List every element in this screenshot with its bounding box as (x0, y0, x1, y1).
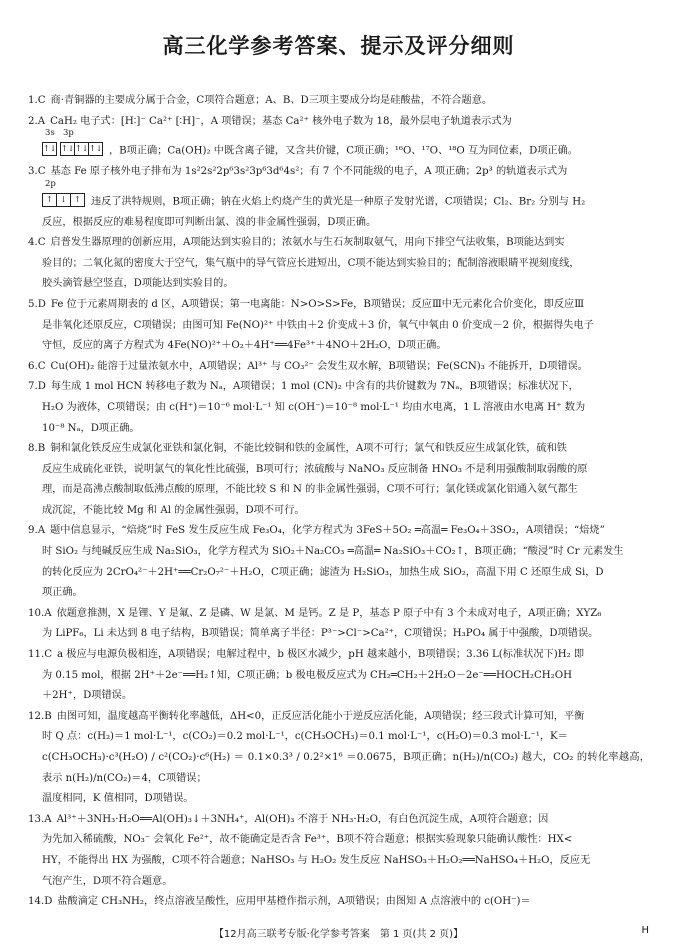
answer-item (28, 521, 650, 603)
answer-text: 铜和氯化铁反应生成氯化亚铁和氯化铜，不能比较铜和铁的金属性，A项不可行；氯气和铁反应生成氯化铁，硫和铁 (50, 443, 567, 455)
answer-text: 的转化反应为 2CrO₄²⁻＋2H⁺══Cr₂O₇²⁻＋H₂O，C项正确；滤渣为 H₂SiO₃，加热生成 SiO₂，高温下用 C 还原生成 Si，D (42, 566, 604, 578)
orbital-label: 2p (45, 178, 56, 189)
answer-choice: A (37, 115, 46, 127)
answer-text: 时 SiO₂ 与纯碱反应生成 Na₂SiO₃，化学方程式为 SiO₂＋Na₂CO₃ ═高温═ Na₂SiO₃＋CO₂↑，B项正确；“酸浸”时 Cr 元素发生 (42, 546, 624, 558)
answer-line (28, 892, 650, 913)
answer-number: 7. (28, 381, 38, 393)
answer-number: 10. (28, 607, 45, 619)
orbital-box: ↑↓ (42, 142, 57, 156)
answer-text: 成沉淀，不能比较 Mg 和 Al 的金属性强弱，D项不可行。 (42, 504, 305, 516)
answer-text: 温度相同，K 值相同，D项错误。 (42, 793, 194, 805)
answer-item (28, 892, 650, 913)
orbital-box: ↑↓ (88, 142, 103, 156)
answer-text: 理，而是高沸点酸制取低沸点酸的原理，不能比较 S 和 N 的非金属性强弱，C项不可行；氯化镁或氯化铝通入氨气都生 (42, 484, 578, 496)
answer-choice: A (44, 607, 52, 619)
orbital-diagram (42, 178, 88, 212)
orbital-diagram (42, 128, 106, 161)
answer-choice: C (44, 649, 52, 661)
answer-text: CaH₂ 电子式：[H∶]⁻ Ca²⁺ [∶H]⁻，A 项错误；基态 Ca²⁺ 核外电子数为 18，最外层电子轨道表示式为 (50, 115, 512, 127)
answer-number: 13. (28, 813, 45, 825)
answer-number: 6. (28, 360, 38, 372)
answer-text: 项正确。 (42, 587, 83, 599)
answer-item (28, 439, 650, 521)
answer-text: 反应，根据反应的难易程度即可判断出氯、溴的非金属性强弱，D项正确。 (42, 216, 377, 228)
answer-line (28, 810, 650, 831)
orbital-box: ↓ (56, 193, 71, 207)
answer-line (28, 295, 650, 316)
answer-line (28, 377, 650, 398)
answer-item (28, 233, 650, 295)
answer-item (28, 810, 650, 892)
answer-choice: B (44, 710, 52, 722)
answer-text: 为 0.15 mol，根据 2H⁺＋2e⁻══H₂↑知，C项正确；b 极电极反应式为 CH₂═CH₂＋2H₂O－2e⁻══HOCH₂CH₂OH (42, 669, 573, 681)
answer-text: 反应生成硫化亚铁，说明氯气的氧化性比硫强，B项可行；浓硫酸与 NaNO₃ 反应制备 HNO₃ 不是利用强酸制取弱酸的原 (42, 463, 588, 475)
answer-item (28, 91, 650, 112)
answer-choice: D (37, 298, 46, 310)
answer-number: 2. (28, 115, 38, 127)
answer-line (28, 645, 650, 666)
answer-text: 题中信息显示，“焙烧”时 FeS 发生反应生成 Fe₃O₄，化学方程式为 3FeS＋5O₂ ═高温═ Fe₃O₄＋3SO₂，A项错误；“焙烧” (50, 525, 605, 537)
answer-item (28, 377, 650, 439)
answer-text: Fe 位于元素周期表的 d 区，A项错误；第一电离能：N>O>S>Fe，B项错误；反应Ⅲ中无元素化合价变化，即反应Ⅲ (50, 298, 585, 310)
answer-text: 商·青铜器的主要成分属于合金，C项符合题意；A、B、D三项主要成分均是硅酸盐，不符合题意。 (50, 95, 493, 106)
answer-line (28, 91, 650, 112)
answer-text: 每生成 1 mol HCN 转移电子数为 Nₐ，A项错误；1 mol (CN)₂ 中含有的共价键数为 7Nₐ，B项错误；标准状况下， (50, 381, 579, 393)
answer-choice: C (37, 95, 46, 106)
answer-item (28, 162, 650, 233)
answer-text: 守恒，反应的离子方程式为 4Fe(NO)²⁺＋O₂＋4H⁺══4Fe³⁺＋4NO＋2H₂O，D项正确。 (42, 340, 447, 352)
answer-line (28, 233, 650, 254)
answer-line (28, 707, 650, 728)
answer-text: Cu(OH)₂ 能溶于过量浓氨水中，A项错误；Al³⁺ 与 CO₃²⁻ 会发生双水解，B项错误；Fe(SCN)₃ 不能拆开，D项错误。 (50, 360, 588, 372)
answer-text: HY，不能得出 HX 为强酸，C项不符合题意；NaHSO₃ 与 H₂O₂ 发生反应 NaHSO₃＋H₂O₂══NaHSO₄＋H₂O，反应无 (42, 854, 591, 866)
answer-choice: A (44, 813, 52, 825)
answer-line (28, 604, 650, 625)
orbital-line (28, 128, 650, 162)
answer-text: 依题意推测，X 是锂、Y 是氟、Z 是磷、W 是氯、M 是钙。Z 是 P，基态 P 原子中有 3 个未成对电子，A项正确；XYZ₆ (56, 607, 602, 619)
answer-line (28, 112, 650, 133)
answer-text: a 极应与电源负极相连，A项错误；电解过程中，b 极区水减少，pH 越来越小，B项错误；3.36 L(标准状况下)H₂ 即 (57, 649, 585, 661)
answer-text: 验目的；二氧化氮的密度大于空气，集气瓶中的导气管应长进短出，C项不能达到实验目的；配制溶液眼睛平视刻度线， (42, 257, 580, 269)
orbital-group (42, 128, 57, 161)
orbital-group (60, 128, 103, 161)
answer-choice: A (37, 525, 46, 537)
answer-text: 时 Q 点：c(H₂)＝1 mol·L⁻¹，c(CO₂)＝0.2 mol·L⁻¹，c(CH₃OCH₃)＝0.1 mol·L⁻¹，c(H₂O)＝0.3 mol·L⁻¹，K＝ (42, 731, 568, 743)
answer-text: 违反了洪特规则，B项正确；钠在火焰上灼烧产生的黄光是一种原子发射光谱，C项错误；Cl₂、Br₂ 分别与 H₂ (91, 195, 586, 207)
orbital-box: ↑ (70, 193, 85, 207)
answer-text: 气泡产生，D项不符合题意。 (42, 875, 173, 887)
answer-item (28, 295, 650, 357)
answer-text: Al³⁺＋3NH₃·H₂O══Al(OH)₃↓＋3NH₄⁺，Al(OH)₃ 不溶于 NH₃·H₂O，有白色沉淀生成，A项符合题意；因 (56, 813, 549, 825)
orbital-label: 3p (63, 128, 74, 139)
orbital-label: 3s (45, 128, 55, 139)
answer-line (28, 439, 650, 460)
answer-choice: C (37, 360, 46, 372)
answer-number: 8. (28, 443, 38, 455)
answer-item (28, 604, 650, 645)
answer-text: 10⁻⁸ Nₐ，D项正确。 (42, 422, 140, 434)
answer-choice: B (37, 443, 46, 455)
page-title: 高三化学参考答案、提示及评分细则 (162, 34, 515, 58)
answer-number: 9. (28, 525, 38, 537)
answer-item (28, 645, 650, 707)
answer-item (28, 707, 650, 810)
footer-mark: H (641, 925, 649, 936)
answer-number: 5. (28, 298, 38, 310)
answer-text: c(CH₃OCH₃)·c³(H₂O) / c²(CO₂)·c⁶(H₂) ＝ 0.1×0.3³ / 0.2²×1⁶ ＝0.0675，B项正确；n(H₂)/n(CO₂) 越大，CO₂ 的转化率越高，表示 n(H₂)/n(CO₂)＝4，C项错误； (42, 752, 650, 784)
answer-choice: C (37, 166, 46, 178)
answer-line (28, 521, 650, 542)
page-footer: 【12月高三联考专版·化学参考答案 第 1 页(共 2 页)】 (213, 929, 464, 940)
answer-choice: D (37, 381, 46, 393)
answers-body (28, 91, 650, 913)
answer-choice: D (44, 896, 53, 908)
answer-text: ，B项正确；Ca(OH)₂ 中既含离子键，又含共价键，C项正确；¹⁶O、¹⁷O、¹⁸O 互为同位素，D项正确。 (109, 145, 578, 157)
answer-number: 4. (28, 237, 38, 249)
answer-text: 启普发生器原理的创新应用，A项能达到实验目的；浓氨水与生石灰制取氨气，用向下排空气法收集，B项能达到实 (50, 237, 565, 249)
answer-text: H₂O 为液体，C项错误；由 c(H⁺)＝10⁻⁶ mol·L⁻¹ 知 c(OH⁻)＝10⁻⁸ mol·L⁻¹ 均由水电离，1 L 溶液由水电离 H⁺ 数为 (42, 401, 586, 413)
answer-number: 11. (28, 649, 45, 661)
answer-text: 基态 Fe 原子核外电子排布为 1s²2s²2p⁶3s²3p⁶3d⁶4s²；有 7 个不同能级的电子，A 项正确；2p³ 的轨道表示式为 (50, 166, 568, 178)
answer-line (28, 162, 650, 183)
orbital-box: ↑↓ (60, 142, 75, 156)
answer-number: 14. (28, 896, 45, 908)
orbital-box: ↑↓ (74, 142, 89, 156)
answer-text: ＋2H⁺，D项错误。 (42, 690, 133, 702)
answer-text: 由图可知，温度越高平衡转化率越低，ΔH<0，正反应活化能小于逆反应活化能，A项错误；经三段式计算可知，平衡 (56, 710, 585, 722)
answer-text: 是非氧化还原反应，C项错误；由图可知 Fe(NO)²⁺ 中铁由＋2 价变成＋3 价，氧气中氧由 0 价变成－2 价，根据得失电子 (42, 319, 594, 331)
orbital-box: ↑ (42, 193, 57, 207)
answer-text: 为 LiPF₆，Li 未达到 8 电子结构，B项错误；简单离子半径：P³⁻>Cl⁻>Ca²⁺，C项错误；H₃PO₄ 属于中强酸，D项错误。 (42, 628, 599, 640)
answer-number: 3. (28, 166, 38, 178)
answer-text: 为先加入稀硫酸，NO₃⁻ 会氧化 Fe²⁺，故不能确定是否含 Fe³⁺，B项不符合题意；根据实验现象只能确认酸性：HX< (42, 834, 573, 846)
answer-number: 12. (28, 710, 45, 722)
orbital-group (42, 178, 84, 212)
answer-choice: C (37, 237, 46, 249)
answer-item (28, 357, 650, 378)
answer-text: 胶头滴管悬空竖直，D项能达到实验目的。 (42, 278, 234, 290)
answer-number: 1. (28, 95, 38, 106)
answer-item (28, 112, 650, 162)
answer-text: 盐酸滴定 CH₃NH₂，终点溶液呈酸性，应用甲基橙作指示剂，A项错误；由图知 A 点溶液中的 c(OH⁻)＝ (57, 896, 531, 908)
orbital-line (28, 178, 650, 213)
answer-line (28, 357, 650, 378)
